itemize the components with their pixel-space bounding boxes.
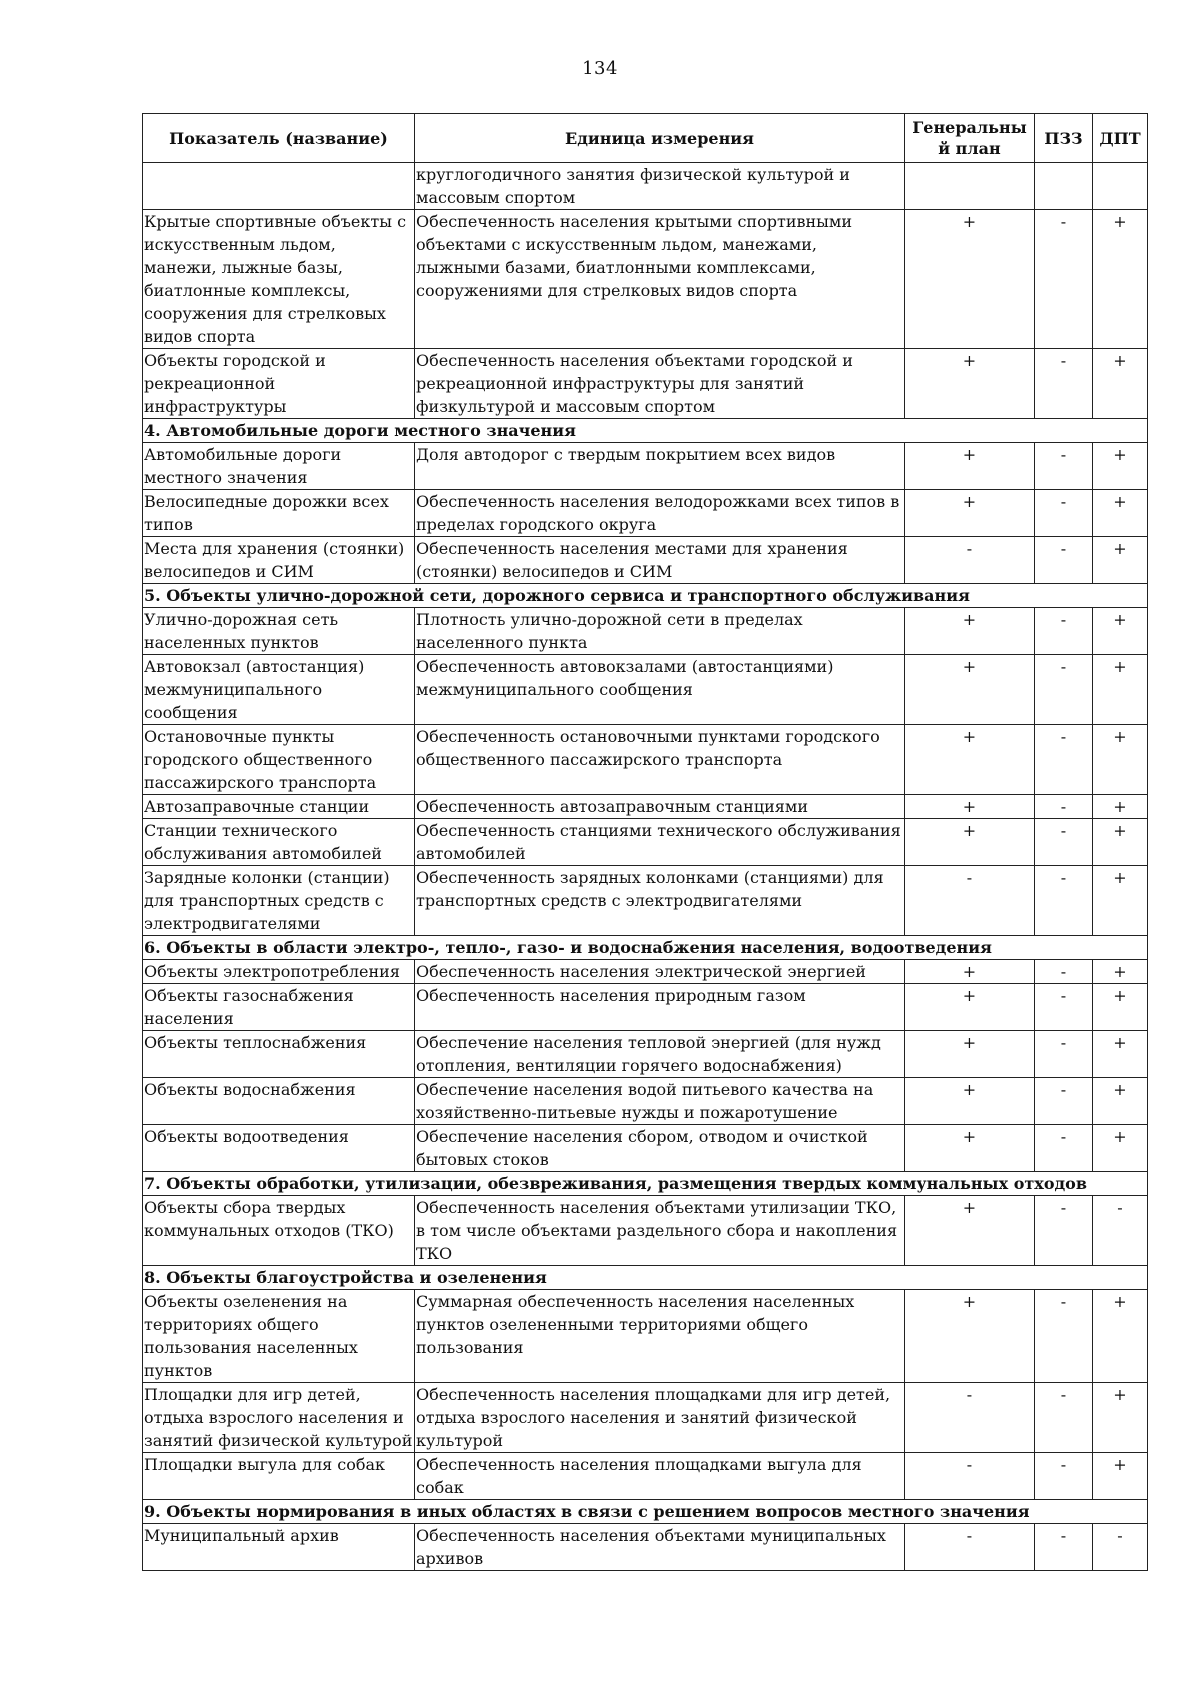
indicator-name-cell: Объекты водоотведения (143, 1125, 415, 1172)
pzz-mark: - (1035, 960, 1093, 984)
general-plan-mark (905, 163, 1035, 210)
unit-cell: Обеспеченность населения велодорожками всех типов в пределах городского округа (415, 490, 905, 537)
table-row (143, 1453, 1148, 1500)
dpt-mark: + (1093, 866, 1148, 936)
table-body (143, 163, 1148, 1571)
table-row (143, 608, 1148, 655)
dpt-mark: + (1093, 795, 1148, 819)
general-plan-mark: + (905, 210, 1035, 349)
section-title: 6. Объекты в области электро-, тепло-, газо- и водоснабжения населения, водоотведения (143, 936, 1148, 960)
header-pzz: ПЗЗ (1035, 114, 1093, 163)
unit-cell: Обеспеченность населения электрической энергией (415, 960, 905, 984)
table-row (143, 537, 1148, 584)
table-row (143, 1031, 1148, 1078)
pzz-mark: - (1035, 725, 1093, 795)
general-plan-mark: + (905, 960, 1035, 984)
table-row (143, 819, 1148, 866)
table-row (143, 795, 1148, 819)
dpt-mark: - (1093, 1196, 1148, 1266)
unit-cell: Обеспечение населения водой питьевого качества на хозяйственно-питьевые нужды и пожаротушение (415, 1078, 905, 1125)
pzz-mark: - (1035, 866, 1093, 936)
general-plan-mark: + (905, 490, 1035, 537)
table-row (143, 1078, 1148, 1125)
unit-cell: Обеспеченность населения крытыми спортивными объектами с искусственным льдом, манежами, лыжными базами, биатлонными комплексами, сооружениями для стрелковых видов спорта (415, 210, 905, 349)
indicator-name-cell: Площадки выгула для собак (143, 1453, 415, 1500)
general-plan-mark: + (905, 655, 1035, 725)
unit-cell: Обеспеченность зарядных колонками (станциями) для транспортных средств с электродвигателями (415, 866, 905, 936)
dpt-mark (1093, 163, 1148, 210)
general-plan-mark: + (905, 725, 1035, 795)
pzz-mark: - (1035, 984, 1093, 1031)
dpt-mark: + (1093, 210, 1148, 349)
section-title: 5. Объекты улично-дорожной сети, дорожного сервиса и транспортного обслуживания (143, 584, 1148, 608)
indicator-name-cell: Велосипедные дорожки всех типов (143, 490, 415, 537)
indicator-name-cell: Объекты городской и рекреационной инфраструктуры (143, 349, 415, 419)
pzz-mark: - (1035, 1290, 1093, 1383)
unit-cell: Обеспеченность станциями технического обслуживания автомобилей (415, 819, 905, 866)
table-row (143, 1290, 1148, 1383)
dpt-mark: + (1093, 608, 1148, 655)
table-row (143, 443, 1148, 490)
unit-cell: Обеспеченность населения объектами муниципальных архивов (415, 1524, 905, 1571)
table-row (143, 163, 1148, 210)
unit-cell: Обеспеченность населения местами для хранения (стоянки) велосипедов и СИМ (415, 537, 905, 584)
dpt-mark: + (1093, 1383, 1148, 1453)
section-header-row (143, 1266, 1148, 1290)
general-plan-mark: + (905, 1196, 1035, 1266)
dpt-mark: + (1093, 960, 1148, 984)
indicator-name-cell: Зарядные колонки (станции) для транспортных средств с электродвигателями (143, 866, 415, 936)
dpt-mark: + (1093, 1031, 1148, 1078)
pzz-mark: - (1035, 795, 1093, 819)
general-plan-mark: - (905, 1524, 1035, 1571)
dpt-mark: + (1093, 1290, 1148, 1383)
indicator-name-cell: Станции технического обслуживания автомобилей (143, 819, 415, 866)
indicator-name-cell: Площадки для игр детей, отдыха взрослого населения и занятий физической культурой (143, 1383, 415, 1453)
indicators-table (142, 113, 1148, 1571)
section-title: 7. Объекты обработки, утилизации, обезвреживания, размещения твердых коммунальных отходов (143, 1172, 1148, 1196)
table-row (143, 210, 1148, 349)
general-plan-mark: - (905, 537, 1035, 584)
table-row (143, 655, 1148, 725)
general-plan-mark: - (905, 1453, 1035, 1500)
dpt-mark: + (1093, 655, 1148, 725)
table-row (143, 1125, 1148, 1172)
pzz-mark: - (1035, 1125, 1093, 1172)
table-row (143, 960, 1148, 984)
unit-cell: Обеспеченность населения площадками для игр детей, отдыха взрослого населения и занятий физической культурой (415, 1383, 905, 1453)
unit-cell: Обеспеченность населения природным газом (415, 984, 905, 1031)
indicator-name-cell: Остановочные пункты городского общественного пассажирского транспорта (143, 725, 415, 795)
pzz-mark: - (1035, 1196, 1093, 1266)
table-row (143, 1196, 1148, 1266)
pzz-mark: - (1035, 819, 1093, 866)
pzz-mark: - (1035, 1524, 1093, 1571)
dpt-mark: + (1093, 443, 1148, 490)
table-row (143, 866, 1148, 936)
dpt-mark: + (1093, 984, 1148, 1031)
general-plan-mark: + (905, 1031, 1035, 1078)
pzz-mark: - (1035, 537, 1093, 584)
pzz-mark: - (1035, 1078, 1093, 1125)
indicator-name-cell: Автовокзал (автостанция) межмуниципального сообщения (143, 655, 415, 725)
general-plan-mark: + (905, 1125, 1035, 1172)
indicator-name-cell: Крытые спортивные объекты с искусственным льдом, манежи, лыжные базы, биатлонные комплексы, сооружения для стрелковых видов спорта (143, 210, 415, 349)
unit-cell: Обеспечение населения тепловой энергией (для нужд отопления, вентиляции горячего водоснабжения) (415, 1031, 905, 1078)
indicator-name-cell: Объекты сбора твердых коммунальных отходов (ТКО) (143, 1196, 415, 1266)
table-row (143, 349, 1148, 419)
general-plan-mark: - (905, 1383, 1035, 1453)
pzz-mark (1035, 163, 1093, 210)
indicator-name-cell: Автозаправочные станции (143, 795, 415, 819)
table-row (143, 1524, 1148, 1571)
indicator-name-cell: Места для хранения (стоянки) велосипедов и СИМ (143, 537, 415, 584)
indicator-name-cell: Муниципальный архив (143, 1524, 415, 1571)
general-plan-mark: + (905, 819, 1035, 866)
indicator-name-cell: Объекты газоснабжения населения (143, 984, 415, 1031)
header-general-plan: Генеральный план (905, 114, 1035, 163)
pzz-mark: - (1035, 210, 1093, 349)
unit-cell: Обеспеченность остановочными пунктами городского общественного пассажирского транспорта (415, 725, 905, 795)
header-unit: Единица измерения (415, 114, 905, 163)
general-plan-mark: + (905, 984, 1035, 1031)
table-header (143, 114, 1148, 163)
unit-cell: Суммарная обеспеченность населения населенных пунктов озелененными территориями общего пользования (415, 1290, 905, 1383)
section-title: 4. Автомобильные дороги местного значения (143, 419, 1148, 443)
general-plan-mark: + (905, 1078, 1035, 1125)
pzz-mark: - (1035, 655, 1093, 725)
dpt-mark: - (1093, 1524, 1148, 1571)
indicator-name-cell: Объекты водоснабжения (143, 1078, 415, 1125)
table-row (143, 984, 1148, 1031)
dpt-mark: + (1093, 349, 1148, 419)
section-header-row (143, 936, 1148, 960)
unit-cell: Обеспеченность населения объектами городской и рекреационной инфраструктуры для занятий физкультурой и массовым спортом (415, 349, 905, 419)
pzz-mark: - (1035, 443, 1093, 490)
pzz-mark: - (1035, 1383, 1093, 1453)
unit-cell: Доля автодорог с твердым покрытием всех видов (415, 443, 905, 490)
section-header-row (143, 1172, 1148, 1196)
indicator-name-cell (143, 163, 415, 210)
unit-cell: Плотность улично-дорожной сети в пределах населенного пункта (415, 608, 905, 655)
pzz-mark: - (1035, 490, 1093, 537)
general-plan-mark: + (905, 349, 1035, 419)
indicator-name-cell: Объекты озеленения на территориях общего пользования населенных пунктов (143, 1290, 415, 1383)
dpt-mark: + (1093, 537, 1148, 584)
dpt-mark: + (1093, 1453, 1148, 1500)
unit-cell: Обеспечение населения сбором, отводом и очисткой бытовых стоков (415, 1125, 905, 1172)
section-title: 9. Объекты нормирования в иных областях в связи с решением вопросов местного значения (143, 1500, 1148, 1524)
dpt-mark: + (1093, 490, 1148, 537)
section-header-row (143, 584, 1148, 608)
general-plan-mark: + (905, 608, 1035, 655)
unit-cell: Обеспеченность населения объектами утилизации ТКО, в том числе объектами раздельного сбора и накопления ТКО (415, 1196, 905, 1266)
section-title: 8. Объекты благоустройства и озеленения (143, 1266, 1148, 1290)
general-plan-mark: - (905, 866, 1035, 936)
pzz-mark: - (1035, 1031, 1093, 1078)
unit-cell: Обеспеченность автозаправочным станциями (415, 795, 905, 819)
section-header-row (143, 419, 1148, 443)
unit-cell: круглогодичного занятия физической культурой и массовым спортом (415, 163, 905, 210)
indicator-name-cell: Объекты электропотребления (143, 960, 415, 984)
page-number: 134 (582, 58, 618, 79)
header-dpt: ДПТ (1093, 114, 1148, 163)
indicator-name-cell: Автомобильные дороги местного значения (143, 443, 415, 490)
pzz-mark: - (1035, 608, 1093, 655)
pzz-mark: - (1035, 1453, 1093, 1500)
section-header-row (143, 1500, 1148, 1524)
table-row (143, 490, 1148, 537)
header-indicator-name: Показатель (название) (143, 114, 415, 163)
dpt-mark: + (1093, 819, 1148, 866)
unit-cell: Обеспеченность автовокзалами (автостанциями) межмуниципального сообщения (415, 655, 905, 725)
indicator-name-cell: Улично-дорожная сеть населенных пунктов (143, 608, 415, 655)
general-plan-mark: + (905, 795, 1035, 819)
general-plan-mark: + (905, 443, 1035, 490)
indicator-name-cell: Объекты теплоснабжения (143, 1031, 415, 1078)
table-row (143, 725, 1148, 795)
dpt-mark: + (1093, 1078, 1148, 1125)
dpt-mark: + (1093, 1125, 1148, 1172)
table-row (143, 1383, 1148, 1453)
pzz-mark: - (1035, 349, 1093, 419)
dpt-mark: + (1093, 725, 1148, 795)
general-plan-mark: + (905, 1290, 1035, 1383)
unit-cell: Обеспеченность населения площадками выгула для собак (415, 1453, 905, 1500)
